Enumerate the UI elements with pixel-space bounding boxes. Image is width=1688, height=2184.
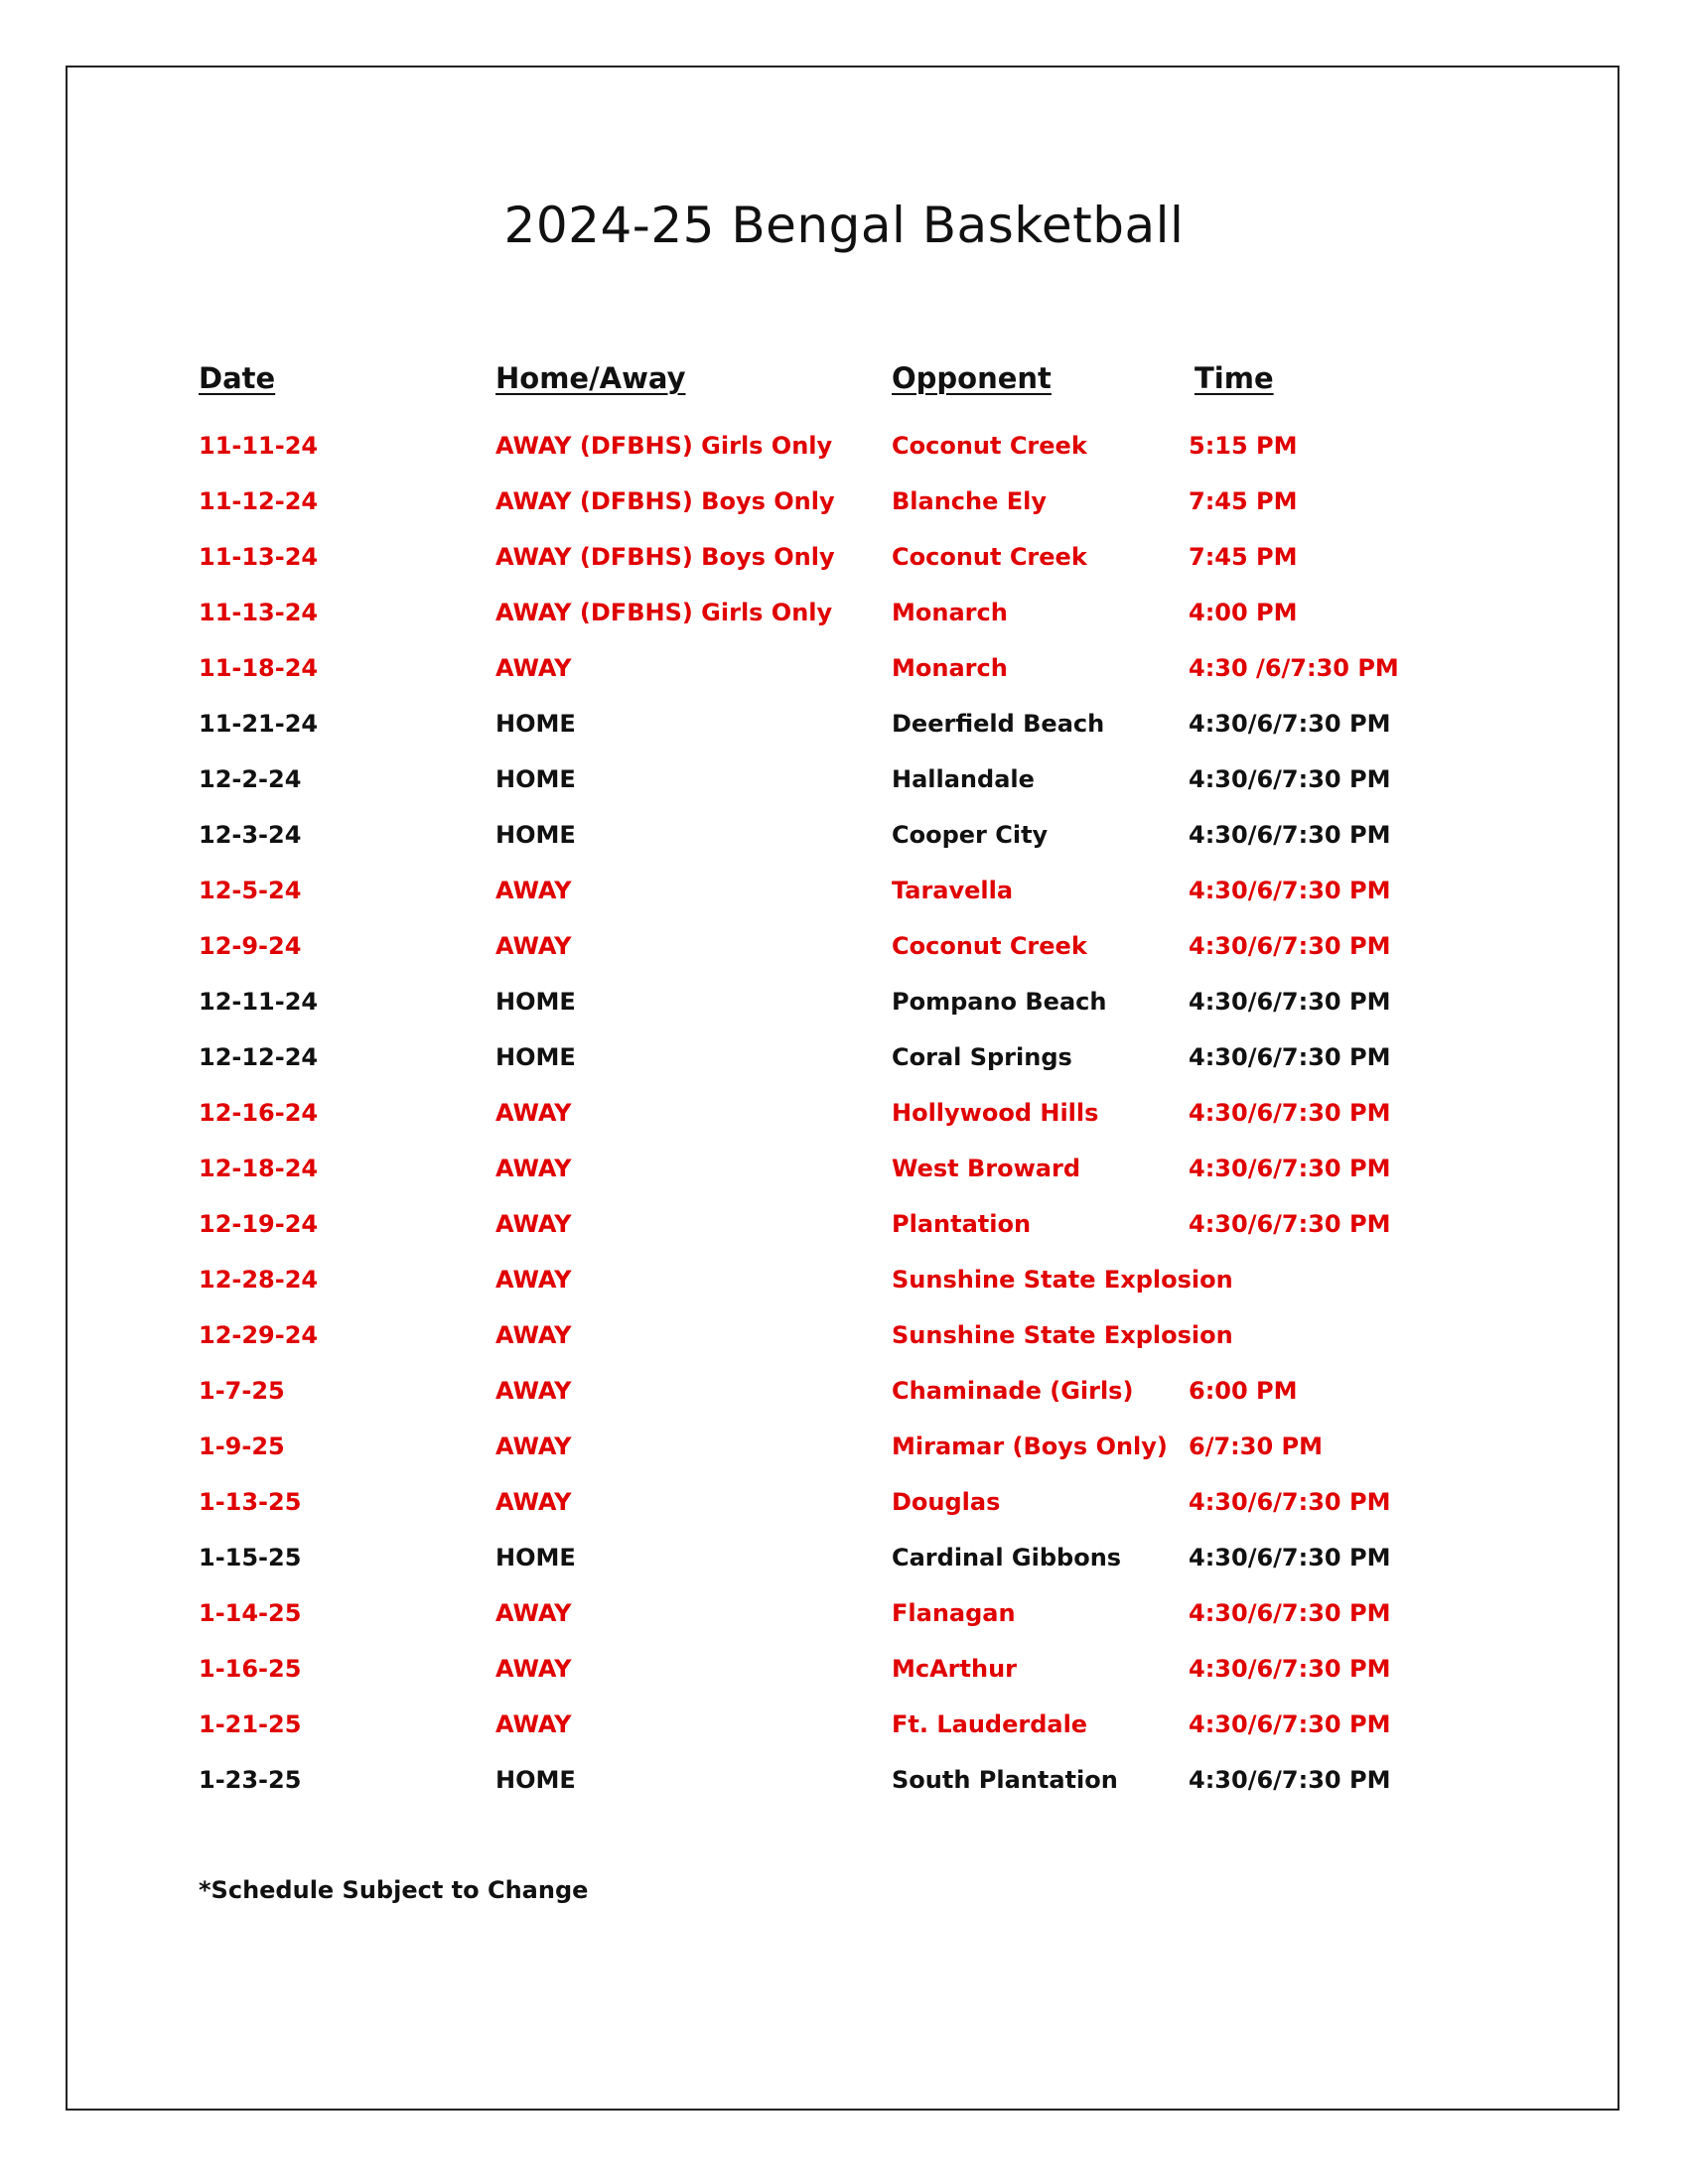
- game-opponent: Hallandale: [892, 765, 1035, 793]
- game-opponent: Sunshine State Explosion: [892, 1266, 1233, 1294]
- table-row: [0, 1207, 1688, 1263]
- game-home-away: AWAY (DFBHS) Girls Only: [495, 599, 833, 626]
- game-time: 4:30/6/7:30 PM: [1189, 1655, 1391, 1683]
- game-date: 1-15-25: [199, 1544, 302, 1571]
- game-home-away: AWAY (DFBHS) Girls Only: [495, 432, 833, 460]
- game-date: 12-9-24: [199, 932, 302, 960]
- table-row: [0, 651, 1688, 707]
- table-row: [0, 1541, 1688, 1596]
- game-home-away: AWAY: [495, 1266, 572, 1294]
- game-opponent: Ft. Lauderdale: [892, 1710, 1088, 1738]
- game-date: 12-19-24: [199, 1210, 319, 1238]
- game-home-away: HOME: [495, 710, 576, 738]
- game-date: 11-21-24: [199, 710, 319, 738]
- game-time: 4:30/6/7:30 PM: [1189, 1710, 1391, 1738]
- game-home-away: AWAY (DFBHS) Boys Only: [495, 543, 835, 571]
- table-row: [0, 1096, 1688, 1152]
- header-date: Date: [199, 361, 276, 395]
- game-date: 1-21-25: [199, 1710, 302, 1738]
- game-date: 12-2-24: [199, 765, 302, 793]
- schedule-table: [0, 429, 1688, 1819]
- game-opponent: Douglas: [892, 1488, 1001, 1516]
- game-time: 7:45 PM: [1189, 543, 1298, 571]
- table-row: [0, 1318, 1688, 1374]
- game-opponent: Blanche Ely: [892, 487, 1048, 515]
- table-row: [0, 1763, 1688, 1819]
- game-time: 4:30/6/7:30 PM: [1189, 932, 1391, 960]
- game-home-away: AWAY: [495, 1210, 572, 1238]
- game-home-away: AWAY: [495, 877, 572, 904]
- game-opponent: South Plantation: [892, 1766, 1118, 1794]
- game-date: 1-13-25: [199, 1488, 302, 1516]
- game-date: 11-13-24: [199, 599, 319, 626]
- game-time: 4:30/6/7:30 PM: [1189, 710, 1391, 738]
- table-row: [0, 429, 1688, 484]
- table-row: [0, 1263, 1688, 1318]
- game-opponent: Deerfield Beach: [892, 710, 1105, 738]
- game-time: 4:30/6/7:30 PM: [1189, 1210, 1391, 1238]
- table-row: [0, 818, 1688, 874]
- game-home-away: HOME: [495, 1766, 576, 1794]
- game-opponent: Coconut Creek: [892, 932, 1087, 960]
- game-date: 1-23-25: [199, 1766, 302, 1794]
- game-home-away: AWAY (DFBHS) Boys Only: [495, 487, 835, 515]
- game-opponent: Cooper City: [892, 821, 1049, 849]
- game-opponent: Miramar (Boys Only): [892, 1433, 1168, 1460]
- game-date: 1-14-25: [199, 1599, 302, 1627]
- game-date: 12-11-24: [199, 988, 319, 1016]
- table-row: [0, 1485, 1688, 1541]
- table-row: [0, 1374, 1688, 1430]
- game-time: 4:30/6/7:30 PM: [1189, 765, 1391, 793]
- game-time: 5:15 PM: [1189, 432, 1298, 460]
- game-time: 7:45 PM: [1189, 487, 1298, 515]
- game-opponent: Pompano Beach: [892, 988, 1107, 1016]
- game-opponent: Hollywood Hills: [892, 1099, 1099, 1127]
- game-home-away: AWAY: [495, 1710, 572, 1738]
- schedule-footnote: *Schedule Subject to Change: [199, 1876, 589, 1904]
- schedule-header-row: [0, 361, 1688, 401]
- game-opponent: West Broward: [892, 1155, 1081, 1182]
- game-time: 4:30 /6/7:30 PM: [1189, 654, 1399, 682]
- game-home-away: AWAY: [495, 1433, 572, 1460]
- game-opponent: Coconut Creek: [892, 432, 1087, 460]
- game-home-away: AWAY: [495, 1155, 572, 1182]
- game-time: 4:30/6/7:30 PM: [1189, 1043, 1391, 1071]
- game-opponent: Taravella: [892, 877, 1014, 904]
- game-opponent: Coral Springs: [892, 1043, 1072, 1071]
- game-time: 4:30/6/7:30 PM: [1189, 988, 1391, 1016]
- page-title: 2024-25 Bengal Basketball: [503, 197, 1185, 254]
- table-row: [0, 985, 1688, 1040]
- game-opponent: Cardinal Gibbons: [892, 1544, 1122, 1571]
- table-row: [0, 929, 1688, 985]
- header-home-away: Home/Away: [495, 361, 686, 395]
- game-time: 4:30/6/7:30 PM: [1189, 1766, 1391, 1794]
- table-row: [0, 1430, 1688, 1485]
- game-home-away: AWAY: [495, 1321, 572, 1349]
- game-home-away: HOME: [495, 988, 576, 1016]
- table-row: [0, 762, 1688, 818]
- game-date: 12-28-24: [199, 1266, 319, 1294]
- table-row: [0, 1596, 1688, 1652]
- game-time: 6/7:30 PM: [1189, 1433, 1323, 1460]
- table-row: [0, 874, 1688, 929]
- game-date: 1-7-25: [199, 1377, 285, 1405]
- game-date: 11-12-24: [199, 487, 319, 515]
- table-row: [0, 1707, 1688, 1763]
- table-row: [0, 596, 1688, 651]
- game-date: 12-29-24: [199, 1321, 319, 1349]
- game-home-away: HOME: [495, 1043, 576, 1071]
- game-time: 4:30/6/7:30 PM: [1189, 1099, 1391, 1127]
- game-home-away: AWAY: [495, 932, 572, 960]
- game-time: 4:30/6/7:30 PM: [1189, 1488, 1391, 1516]
- game-opponent: Sunshine State Explosion: [892, 1321, 1233, 1349]
- header-opponent: Opponent: [892, 361, 1052, 395]
- game-opponent: Flanagan: [892, 1599, 1016, 1627]
- game-opponent: Monarch: [892, 654, 1008, 682]
- game-date: 1-16-25: [199, 1655, 302, 1683]
- table-row: [0, 1040, 1688, 1096]
- table-row: [0, 540, 1688, 596]
- game-date: 12-16-24: [199, 1099, 319, 1127]
- game-date: 11-13-24: [199, 543, 319, 571]
- game-date: 11-11-24: [199, 432, 319, 460]
- game-home-away: AWAY: [495, 1099, 572, 1127]
- table-row: [0, 484, 1688, 540]
- game-home-away: AWAY: [495, 1655, 572, 1683]
- game-opponent: Plantation: [892, 1210, 1032, 1238]
- table-row: [0, 1152, 1688, 1207]
- game-time: 6:00 PM: [1189, 1377, 1298, 1405]
- game-home-away: HOME: [495, 821, 576, 849]
- game-date: 1-9-25: [199, 1433, 285, 1460]
- game-home-away: HOME: [495, 765, 576, 793]
- game-home-away: HOME: [495, 1544, 576, 1571]
- header-time: Time: [1195, 361, 1274, 395]
- game-home-away: AWAY: [495, 1599, 572, 1627]
- game-date: 11-18-24: [199, 654, 319, 682]
- game-date: 12-3-24: [199, 821, 302, 849]
- game-date: 12-5-24: [199, 877, 302, 904]
- game-home-away: AWAY: [495, 1377, 572, 1405]
- game-opponent: Monarch: [892, 599, 1008, 626]
- game-home-away: AWAY: [495, 1488, 572, 1516]
- game-time: 4:30/6/7:30 PM: [1189, 1155, 1391, 1182]
- game-time: 4:00 PM: [1189, 599, 1298, 626]
- game-time: 4:30/6/7:30 PM: [1189, 821, 1391, 849]
- table-row: [0, 707, 1688, 762]
- game-time: 4:30/6/7:30 PM: [1189, 1544, 1391, 1571]
- game-time: 4:30/6/7:30 PM: [1189, 877, 1391, 904]
- game-home-away: AWAY: [495, 654, 572, 682]
- game-date: 12-12-24: [199, 1043, 319, 1071]
- game-time: 4:30/6/7:30 PM: [1189, 1599, 1391, 1627]
- game-opponent: McArthur: [892, 1655, 1017, 1683]
- game-opponent: Coconut Creek: [892, 543, 1087, 571]
- game-date: 12-18-24: [199, 1155, 319, 1182]
- game-opponent: Chaminade (Girls): [892, 1377, 1134, 1405]
- table-row: [0, 1652, 1688, 1707]
